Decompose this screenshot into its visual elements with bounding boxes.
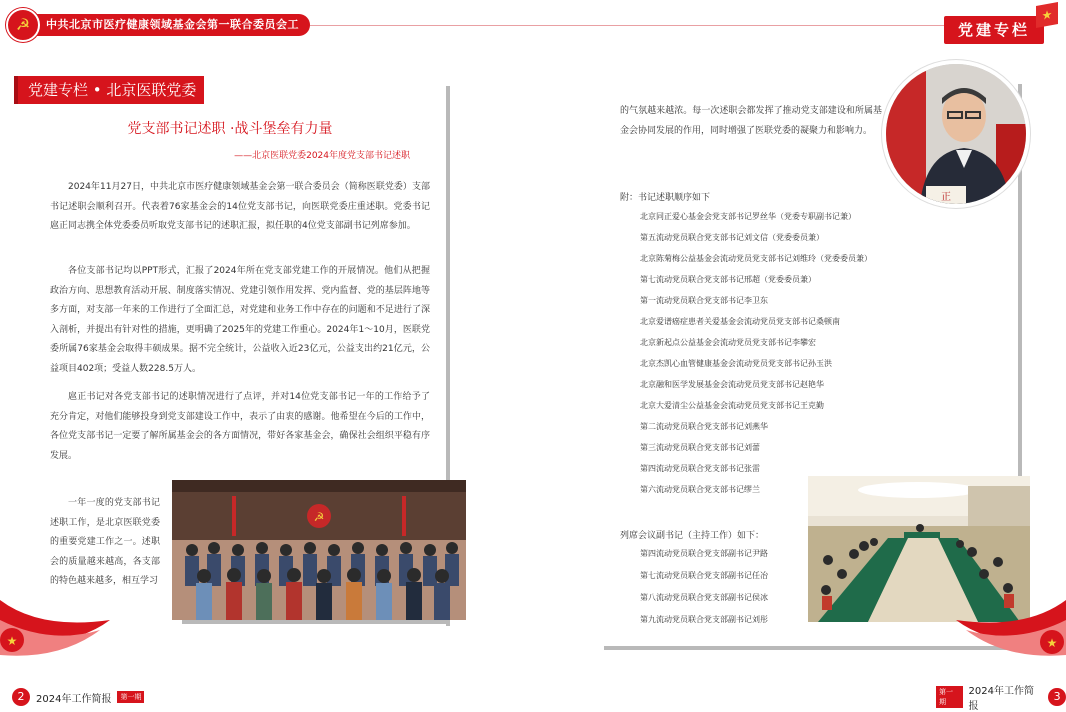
list-item: 第三流动党员联合党支部书记刘蕾 bbox=[640, 443, 760, 452]
attendees-heading: 列席会议副书记（主持工作）如下： bbox=[620, 531, 765, 541]
list-item: 第九流动党员联合党支部副书记刘彤 bbox=[640, 615, 768, 624]
list-item: 北京爱谱癌症患者关爱基金会流动党员党支部书记桑顿南 bbox=[640, 317, 840, 326]
footer-issue: 第一期 bbox=[117, 691, 144, 703]
page-number: 2 bbox=[12, 688, 30, 706]
list-item: 第四流动党员联合党支部书记张雷 bbox=[640, 464, 760, 473]
nameplate-text: 正 bbox=[941, 192, 951, 203]
ribbon-decoration-left bbox=[0, 560, 120, 660]
page-number: 3 bbox=[1048, 688, 1066, 706]
list-item: 北京同正爱心基金会党支部书记罗丝华（党委专职副书记兼） bbox=[640, 212, 856, 221]
list-item: 第二流动党员联合党支部书记刘燕华 bbox=[640, 422, 768, 431]
sequence-heading: 附：书记述职顺序如下 bbox=[620, 193, 711, 203]
list-item: 北京杰凯心血管健康基金会流动党员党支部书记孙玉洪 bbox=[640, 359, 832, 368]
portrait-illustration bbox=[886, 64, 1026, 204]
list-item: 北京新起点公益基金会流动党员党支部书记李攀宏 bbox=[640, 338, 816, 347]
list-item: 第七流动党员联合党支部书记邢超（党委委员兼） bbox=[640, 275, 816, 284]
list-item: 第五流动党员联合党支部书记刘文信（党委委员兼） bbox=[640, 233, 824, 242]
header-rule bbox=[310, 25, 950, 26]
list-item: 北京大爱清尘公益基金会流动党员党支部书记王克勤 bbox=[640, 401, 824, 410]
footer-title: 2024年工作简报 bbox=[36, 693, 112, 705]
footer-issue: 第一期 bbox=[936, 686, 963, 708]
group-photo bbox=[172, 480, 466, 620]
footer-title: 2024年工作简报 bbox=[968, 686, 1034, 712]
paragraph: 各位支部书记均以PPT形式，汇报了2024年所在党支部党建工作的开展情况。他们从把握政治方向、思想教育活动开展、制度落实情况、党建引领作用发挥、党内监督、党的基层阵地等多方面，对支部一年来的工作进行了全面汇总，对党建和业务工作中存在的问题和不足进行了深入剖析，并提出有针对性的措施，更明确了2025年的党建工作重心。2024年1～10月，医联党委所属76家基金会取得丰硕成果。据不完全统计，公益收入近23亿元，公益支出约21亿元，公益项目402项；受益人数228.5万人。 bbox=[50, 266, 430, 374]
section-tag: 党建专栏 • 北京医联党委 bbox=[14, 76, 204, 104]
list-item: 北京陈菊梅公益基金会流动党员党支部书记刘维玲（党委委员兼） bbox=[640, 254, 872, 263]
footer-right bbox=[936, 686, 1066, 712]
party-emblem-icon: ☭ bbox=[6, 8, 40, 42]
svg-text:★: ★ bbox=[1046, 636, 1058, 650]
column-tag: 党建专栏 bbox=[944, 16, 1044, 44]
list-item: 第六流动党员联合党支部书记缪兰 bbox=[640, 485, 760, 494]
list-item: 第八流动党员联合党支部副书记侯冰 bbox=[640, 593, 768, 602]
group-photo-illustration bbox=[172, 480, 466, 620]
ribbon-decoration-right bbox=[946, 560, 1066, 660]
list-item: 第一流动党员联合党支部书记李卫东 bbox=[640, 296, 768, 305]
list-item: 第四流动党员联合党支部副书记尹路 bbox=[640, 549, 768, 558]
list-item: 北京融和医学发展基金会流动党员党支部书记赵艳华 bbox=[640, 380, 824, 389]
publication-banner: 中共北京市医疗健康领域基金会第一联合委员会工作简报 bbox=[28, 14, 310, 36]
panel-shadow bbox=[182, 620, 450, 624]
article-title: 党支部书记述职 ·战斗堡垒有力量 bbox=[127, 121, 333, 137]
paragraph: 扈正书记对各党支部书记的述职情况进行了点评，并对14位党支部书记一年的工作给予了充分肯定，对他们能够投身到党支部建设工作中，表示了由衷的感谢。他希望在今后的工作中，各位党支部书记一定要了解所属基金会的各方面情况，带好各家基金会，确保社会组织平稳有序发展。 bbox=[50, 392, 430, 461]
paragraph-continuation: 的气氛越来越浓。每一次述职会都发挥了推动党支部建设和所属基金会协同发展的作用，同时增强了医联党委的凝聚力和影响力。 bbox=[620, 106, 882, 136]
speaker-portrait bbox=[882, 60, 1030, 208]
paragraph: 2024年11月27日，中共北京市医疗健康领域基金会第一联合委员会（简称医联党委）支部书记述职会顺利召开。代表着76家基金会的14位党支部书记，向医联党委庄重述职。党委书记扈正同志携全体党委委员听取党支部书记的述职汇报，拟任职的4位党支部副书记列席参加。 bbox=[50, 182, 430, 231]
list-item: 第七流动党员联合党支部副书记任冶 bbox=[640, 571, 768, 580]
paragraph: 一年一度的党支部书记述职工作，是北京医联党委的重要党建工作之一。述职会的质量越来越高，各支部的特色越来越多，相互学习 bbox=[50, 498, 160, 586]
svg-text:☭: ☭ bbox=[313, 510, 325, 524]
svg-text:★: ★ bbox=[6, 634, 18, 648]
article-subtitle: ——北京医联党委2024年度党支部书记述职 bbox=[234, 151, 410, 161]
footer-left bbox=[12, 688, 144, 706]
red-flag-icon: ★ bbox=[1036, 2, 1058, 28]
